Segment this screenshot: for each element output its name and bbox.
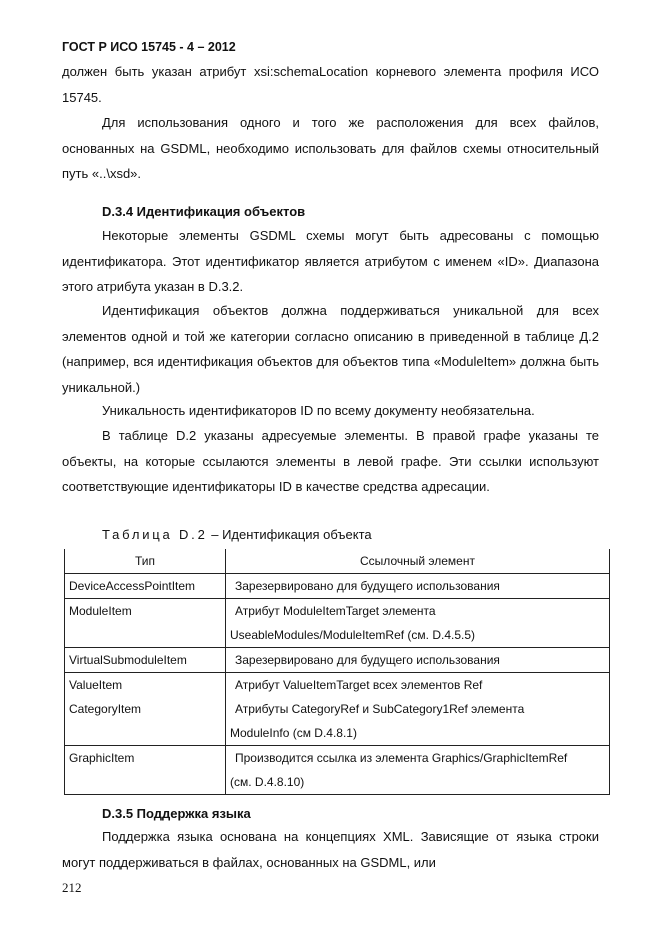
cell-line: Атрибуты CategoryRef и SubCategory1Ref элемента (235, 702, 525, 716)
table-row (65, 574, 610, 599)
paragraph: Уникальность идентификаторов ID по всему документу необязательна. (102, 403, 535, 418)
cell-line: Зарезервировано для будущего использования (235, 579, 500, 593)
cell-line: UseableModules/ModuleItemRef (см. D.4.5.5) (230, 628, 476, 642)
section-heading: D.3.5 Поддержка языка (102, 806, 251, 821)
table-row (65, 648, 610, 673)
table-caption-label: Таблица D.2 (102, 527, 208, 542)
cell-line: Производится ссылка из элемента Graphics/GraphicItemRef (235, 751, 568, 765)
cell-type (65, 648, 226, 673)
cell-line: DeviceAccessPointItem (69, 579, 196, 593)
column-header-type: Тип (65, 549, 226, 574)
cell-ref (226, 574, 610, 599)
cell-line: CategoryItem (69, 702, 142, 716)
cell-line: GraphicItem (69, 751, 135, 765)
cell-type (65, 574, 226, 599)
table-header-row (65, 549, 610, 574)
table-caption (102, 527, 372, 542)
cell-line: Атрибут ValueItemTarget всех элементов Ref (235, 678, 483, 692)
cell-ref (226, 599, 610, 648)
cell-line: ModuleItem (69, 604, 132, 618)
page-number: 212 (62, 880, 82, 895)
paragraph: должен быть указан атрибут xsi:schemaLocation корневого элемента профиля ИСО 15745. (62, 64, 599, 105)
paragraph: Идентификация объектов должна поддерживаться уникальной для всех элементов одной и той же категории согласно описанию в приведенной в таблице Д.2 (например, вся идентификация объектов для объектов типа «ModuleItem» должна быть уникальной.) (62, 303, 599, 395)
cell-line: ValueItem (69, 678, 123, 692)
table-row (65, 746, 610, 795)
cell-line: ModuleInfo (см D.4.8.1) (230, 726, 357, 740)
table-row (65, 673, 610, 746)
cell-ref (226, 648, 610, 673)
identification-table (64, 549, 610, 795)
paragraph: Для использования одного и того же расположения для всех файлов, основанных на GSDML, необходимо использовать для файлов схемы относительный путь «..\xsd». (62, 115, 599, 182)
running-header: ГОСТ Р ИСО 15745 - 4 – 2012 (62, 40, 236, 54)
cell-line: VirtualSubmoduleItem (69, 653, 187, 667)
cell-type (65, 599, 226, 648)
paragraph: В таблице D.2 указаны адресуемые элементы. В правой графе указаны те объекты, на которые ссылаются элементы в левой графе. Эти ссылки используют соответствующие идентификаторы ID в качестве средства адресации. (62, 428, 599, 495)
cell-line: Зарезервировано для будущего использования (235, 653, 500, 667)
table-caption-text: – Идентификация объекта (207, 527, 372, 542)
paragraph: Некоторые элементы GSDML схемы могут быть адресованы с помощью идентификатора. Этот идентификатор является атрибутом с именем «ID». Диапазона этого атрибута указан в D.3.2. (62, 228, 599, 295)
table-row (65, 599, 610, 648)
cell-type (65, 746, 226, 795)
cell-type (65, 673, 226, 746)
cell-ref (226, 746, 610, 795)
column-header-ref: Ссылочный элемент (226, 549, 610, 574)
paragraph: Поддержка языка основана на концепциях XML. Зависящие от языка строки могут поддерживаться в файлах, основанных на GSDML, или (62, 829, 599, 870)
cell-line: Атрибут ModuleItemTarget элемента (235, 604, 436, 618)
section-heading: D.3.4 Идентификация объектов (102, 204, 306, 219)
cell-ref (226, 673, 610, 746)
cell-line: (см. D.4.8.10) (230, 775, 305, 789)
